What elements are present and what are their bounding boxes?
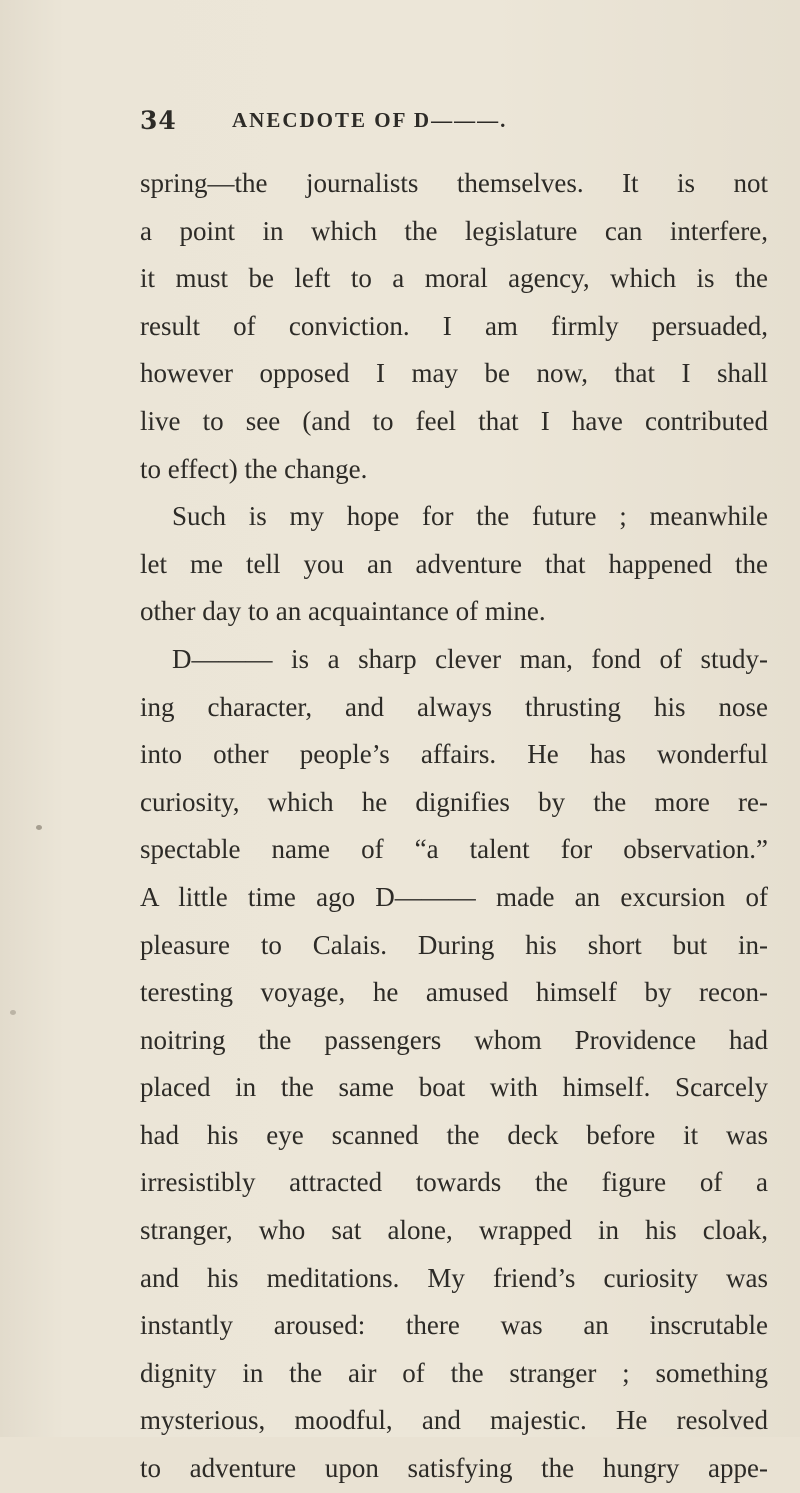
text-line: A little time ago D——— made an excursion of <box>140 881 768 912</box>
text-line: however opposed I may be now, that I shall <box>140 358 768 389</box>
text-line: placed in the same boat with himself. Scarcely <box>140 1072 768 1103</box>
page-number: 34 <box>140 106 177 135</box>
text-line: into other people’s affairs. He has wonderful <box>140 739 768 770</box>
text-line: mysterious, moodful, and majestic. He resolved <box>140 1405 768 1436</box>
text-line: spring—the journalists themselves. It is not <box>140 168 768 198</box>
paper-speck <box>560 1372 564 1376</box>
text-line: a point in which the legislature can interfere, <box>140 215 768 246</box>
page-header <box>140 106 780 146</box>
text-line: ing character, and always thrusting his nose <box>140 691 768 722</box>
text-line: to adventure upon satisfying the hungry appe- <box>140 1453 768 1484</box>
text-line: Such is my hope for the future ; meanwhile <box>172 501 768 532</box>
running-head: ANECDOTE OF D———. <box>232 108 508 132</box>
text-line: D——— is a sharp clever man, fond of study- <box>172 643 768 674</box>
text-line: spectable name of “a talent for observation.” <box>140 834 768 865</box>
text-line: live to see (and to feel that I have contributed <box>140 405 768 436</box>
text-line: stranger, who sat alone, wrapped in his cloak, <box>140 1215 768 1246</box>
text-line: dignity in the air of the stranger ; something <box>140 1357 768 1388</box>
text-line: it must be left to a moral agency, which is the <box>140 263 768 294</box>
text-line: irresistibly attracted towards the figure of a <box>140 1167 768 1198</box>
text-line: noitring the passengers whom Providence had <box>140 1024 768 1055</box>
text-line: and his meditations. My friend’s curiosity was <box>140 1262 768 1293</box>
text-line: had his eye scanned the deck before it was <box>140 1119 768 1150</box>
text-line: teresting voyage, he amused himself by recon- <box>140 977 768 1008</box>
text-line: instantly aroused: there was an inscrutable <box>140 1310 768 1341</box>
text-line: other day to an acquaintance of mine. <box>140 596 546 627</box>
paper-speck <box>36 825 42 830</box>
text-line: let me tell you an adventure that happened the <box>140 548 768 579</box>
text-line: pleasure to Calais. During his short but in- <box>140 929 768 960</box>
text-line: to effect) the change. <box>140 453 368 484</box>
paper-speck <box>10 1010 16 1015</box>
body-text <box>140 160 768 1493</box>
text-line: curiosity, which he dignifies by the more re- <box>140 786 768 817</box>
text-line: result of conviction. I am firmly persuaded, <box>140 310 768 341</box>
